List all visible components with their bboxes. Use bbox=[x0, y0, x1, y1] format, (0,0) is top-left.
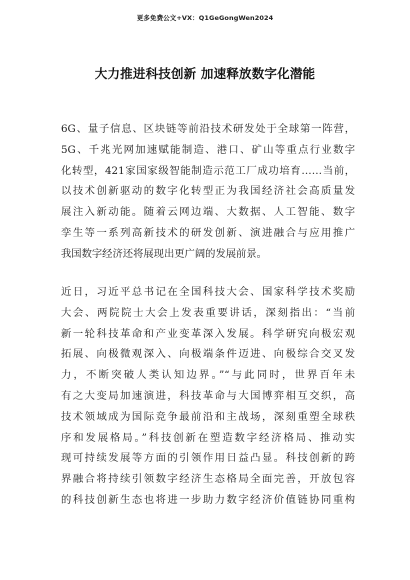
paragraph-line: 近日，习近平总书记在全国科技大会、国家科学技术奖励 bbox=[61, 286, 355, 298]
paragraph-line: 序和发展格局。”科技创新在塑造数字经济格局、推动实 bbox=[61, 431, 355, 444]
paragraph-line: 5G、千兆光网加速赋能制造、港口、矿山等重点行业数字 bbox=[61, 143, 355, 156]
paragraph-line: 展注入新动能。随着云网边端、大数据、人工智能、数字 bbox=[61, 206, 355, 219]
document-title: 大力推进科技创新 加速释放数字化潜能 bbox=[94, 66, 316, 81]
paragraph-line: 孪生等一系列高新技术的研发创新、演进融合与应用推广 bbox=[61, 226, 355, 239]
paragraph-1 bbox=[61, 119, 355, 265]
paragraph-line: 现可持续发展等方面的引领作用日益凸显。科技创新的跨 bbox=[61, 452, 355, 465]
paragraph-line: 技术领域成为国际竞争最前沿和主战场，深刻重塑全球秩 bbox=[61, 410, 355, 423]
paragraph-line: 新一轮科技革命和产业变革深入发展。科学研究向极宏观 bbox=[61, 327, 355, 340]
paragraph-line: 拓展、向极微观深入、向极端条件迈进、向极综合交叉发 bbox=[61, 348, 355, 361]
paragraph-line: 有之大变局加速演进，科技革命与大国博弈相互交织，高 bbox=[61, 389, 355, 402]
paragraph-line: 大会、两院院士大会上发表重要讲话，深刻指出：“当前 bbox=[61, 306, 355, 319]
paragraph-line: 6G、量子信息、区块链等前沿技术研发处于全球第一阵营， bbox=[61, 123, 355, 135]
paragraph-line: 界融合将持续引领数字经济生态格局全面完善，开放包容 bbox=[61, 473, 355, 486]
paragraph-2 bbox=[61, 282, 355, 511]
header-note: 更多免费公文+VX：Q1GeGongWen2024 bbox=[136, 14, 274, 22]
paragraph-line: 以技术创新驱动的数字化转型正为我国经济社会高质量发 bbox=[61, 185, 355, 198]
paragraph-line: 我国数字经济还将展现出更广阔的发展前景。 bbox=[61, 247, 267, 260]
paragraph-line: 的科技创新生态也将进一步助力数字经济价值链协同重构 bbox=[61, 493, 355, 506]
paragraph-line: 力，不断突破人类认知边界。”“与此同时，世界百年未 bbox=[61, 369, 355, 382]
paragraph-line: 化转型，421家国家级智能制造示范工厂成功培育……当前， bbox=[61, 164, 355, 177]
